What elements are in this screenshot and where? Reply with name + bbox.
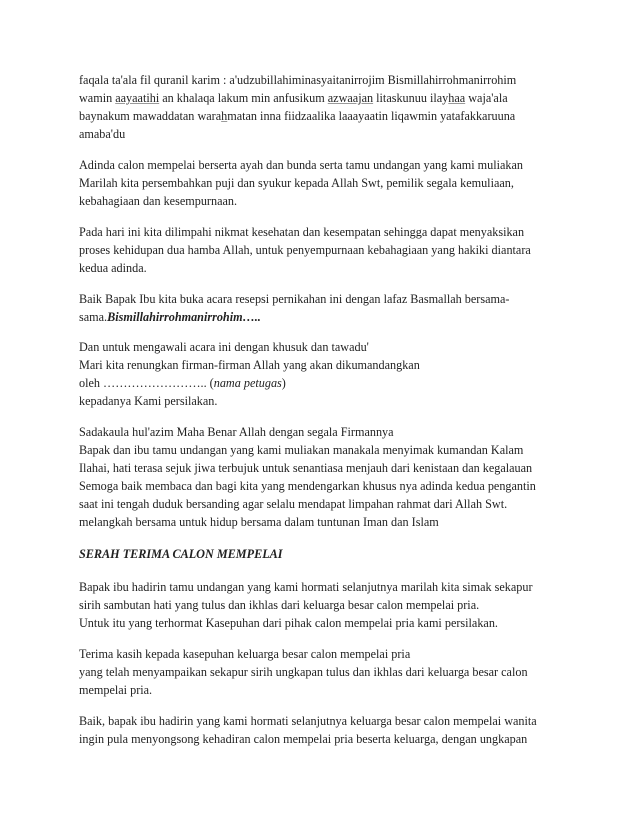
text-line: Dan untuk mengawali acara ini dengan khusuk dan tawadu' bbox=[79, 340, 369, 354]
underlined-word: h bbox=[221, 109, 228, 123]
text-line bbox=[79, 90, 508, 106]
text-line: mempelai pria. bbox=[79, 683, 153, 697]
text-line: Ilahai, hati terasa sejuk jiwa terbujuk untuk senantiasa menjauh dari kenistaan dan kegalauan bbox=[79, 461, 533, 475]
text-line: Sadakaula hul'azim Maha Benar Allah dengan segala Firmannya bbox=[79, 425, 394, 439]
text-span: an khalaqa lakum min anfusikum bbox=[159, 91, 328, 105]
text-line: faqala ta'ala fil quranil karim : a'udzubillahiminasyaitanirrojim Bismillahirrohmanirrohim bbox=[79, 73, 517, 87]
text-line: Untuk itu yang terhormat Kasepuhan dari pihak calon mempelai pria kami persilakan. bbox=[79, 616, 498, 630]
text-line: kedua adinda. bbox=[79, 261, 147, 275]
underlined-word: aayaatihi bbox=[115, 91, 160, 105]
placeholder-text: nama petugas bbox=[213, 376, 282, 390]
text-span: oleh …………………….. ( bbox=[79, 376, 214, 390]
text-line: proses kehidupan dua hamba Allah, untuk penyempurnaan kebahagiaan yang hakiki diantara bbox=[79, 243, 531, 257]
text-line: kebahagiaan dan kesempurnaan. bbox=[79, 194, 238, 208]
text-line: ingin pula menyongsong kehadiran calon mempelai pria beserta keluarga, dengan ungkapan bbox=[79, 732, 528, 746]
text-span: sama. bbox=[79, 310, 108, 324]
underlined-word: azwaajan bbox=[327, 91, 374, 105]
text-span: litaskunuu ilay bbox=[373, 91, 449, 105]
text-line: Mari kita renungkan firman-firman Allah yang akan dikumandangkan bbox=[79, 358, 420, 372]
text-span: wamin bbox=[79, 91, 116, 105]
text-span: ) bbox=[281, 376, 286, 390]
text-line: Pada hari ini kita dilimpahi nikmat kesehatan dan kesempatan sehingga dapat menyaksikan bbox=[79, 225, 525, 239]
text-line: saat ini tengah duduk bersanding agar selalu mendapat limpahan rahmat dari Allah Swt. bbox=[79, 497, 508, 511]
section-heading: SERAH TERIMA CALON MEMPELAI bbox=[79, 547, 283, 561]
text-line: amaba'du bbox=[79, 127, 126, 141]
text-line bbox=[79, 309, 261, 325]
text-line: Terima kasih kepada kasepuhan keluarga besar calon mempelai pria bbox=[79, 647, 411, 661]
text-line: yang telah menyampaikan sekapur sirih ungkapan tulus dan ikhlas dari keluarga besar calon bbox=[79, 665, 528, 679]
text-line: sirih sambutan hati yang tulus dan ikhlas dari keluarga besar calon mempelai pria. bbox=[79, 598, 480, 612]
text-line: Bapak dan ibu tamu undangan yang kami muliakan manakala menyimak kumandan Kalam bbox=[79, 443, 524, 457]
text-line: melangkah bersama untuk hidup bersama dalam tuntunan Iman dan Islam bbox=[79, 515, 439, 529]
text-line: Adinda calon mempelai berserta ayah dan bunda serta tamu undangan yang kami muliakan bbox=[79, 158, 524, 172]
text-line: Marilah kita persembahkan puji dan syukur kepada Allah Swt, pemilik segala kemuliaan, bbox=[79, 176, 514, 190]
underlined-word: haa bbox=[448, 91, 466, 105]
text-span: baynakum mawaddatan wara bbox=[79, 109, 222, 123]
text-line bbox=[79, 375, 286, 391]
text-line bbox=[79, 108, 515, 124]
text-line: Baik Bapak Ibu kita buka acara resepsi pernikahan ini dengan lafaz Basmallah bersama- bbox=[79, 292, 510, 306]
text-line: Semoga baik membaca dan bagi kita yang mendengarkan khusus nya adinda kedua pengantin bbox=[79, 479, 536, 493]
text-line: Baik, bapak ibu hadirin yang kami hormati selanjutnya keluarga besar calon mempelai wanita bbox=[79, 714, 537, 728]
basmallah-text: Bismillahirrohmanirrohim….. bbox=[107, 310, 261, 324]
text-span: matan inna fiidzaalika laaayaatin liqawmin yatafakkaruuna bbox=[227, 109, 516, 123]
text-line: Bapak ibu hadirin tamu undangan yang kami hormati selanjutnya marilah kita simak sekapur bbox=[79, 580, 533, 594]
text-line: kepadanya Kami persilakan. bbox=[79, 394, 218, 408]
text-span: waja'ala bbox=[465, 91, 508, 105]
